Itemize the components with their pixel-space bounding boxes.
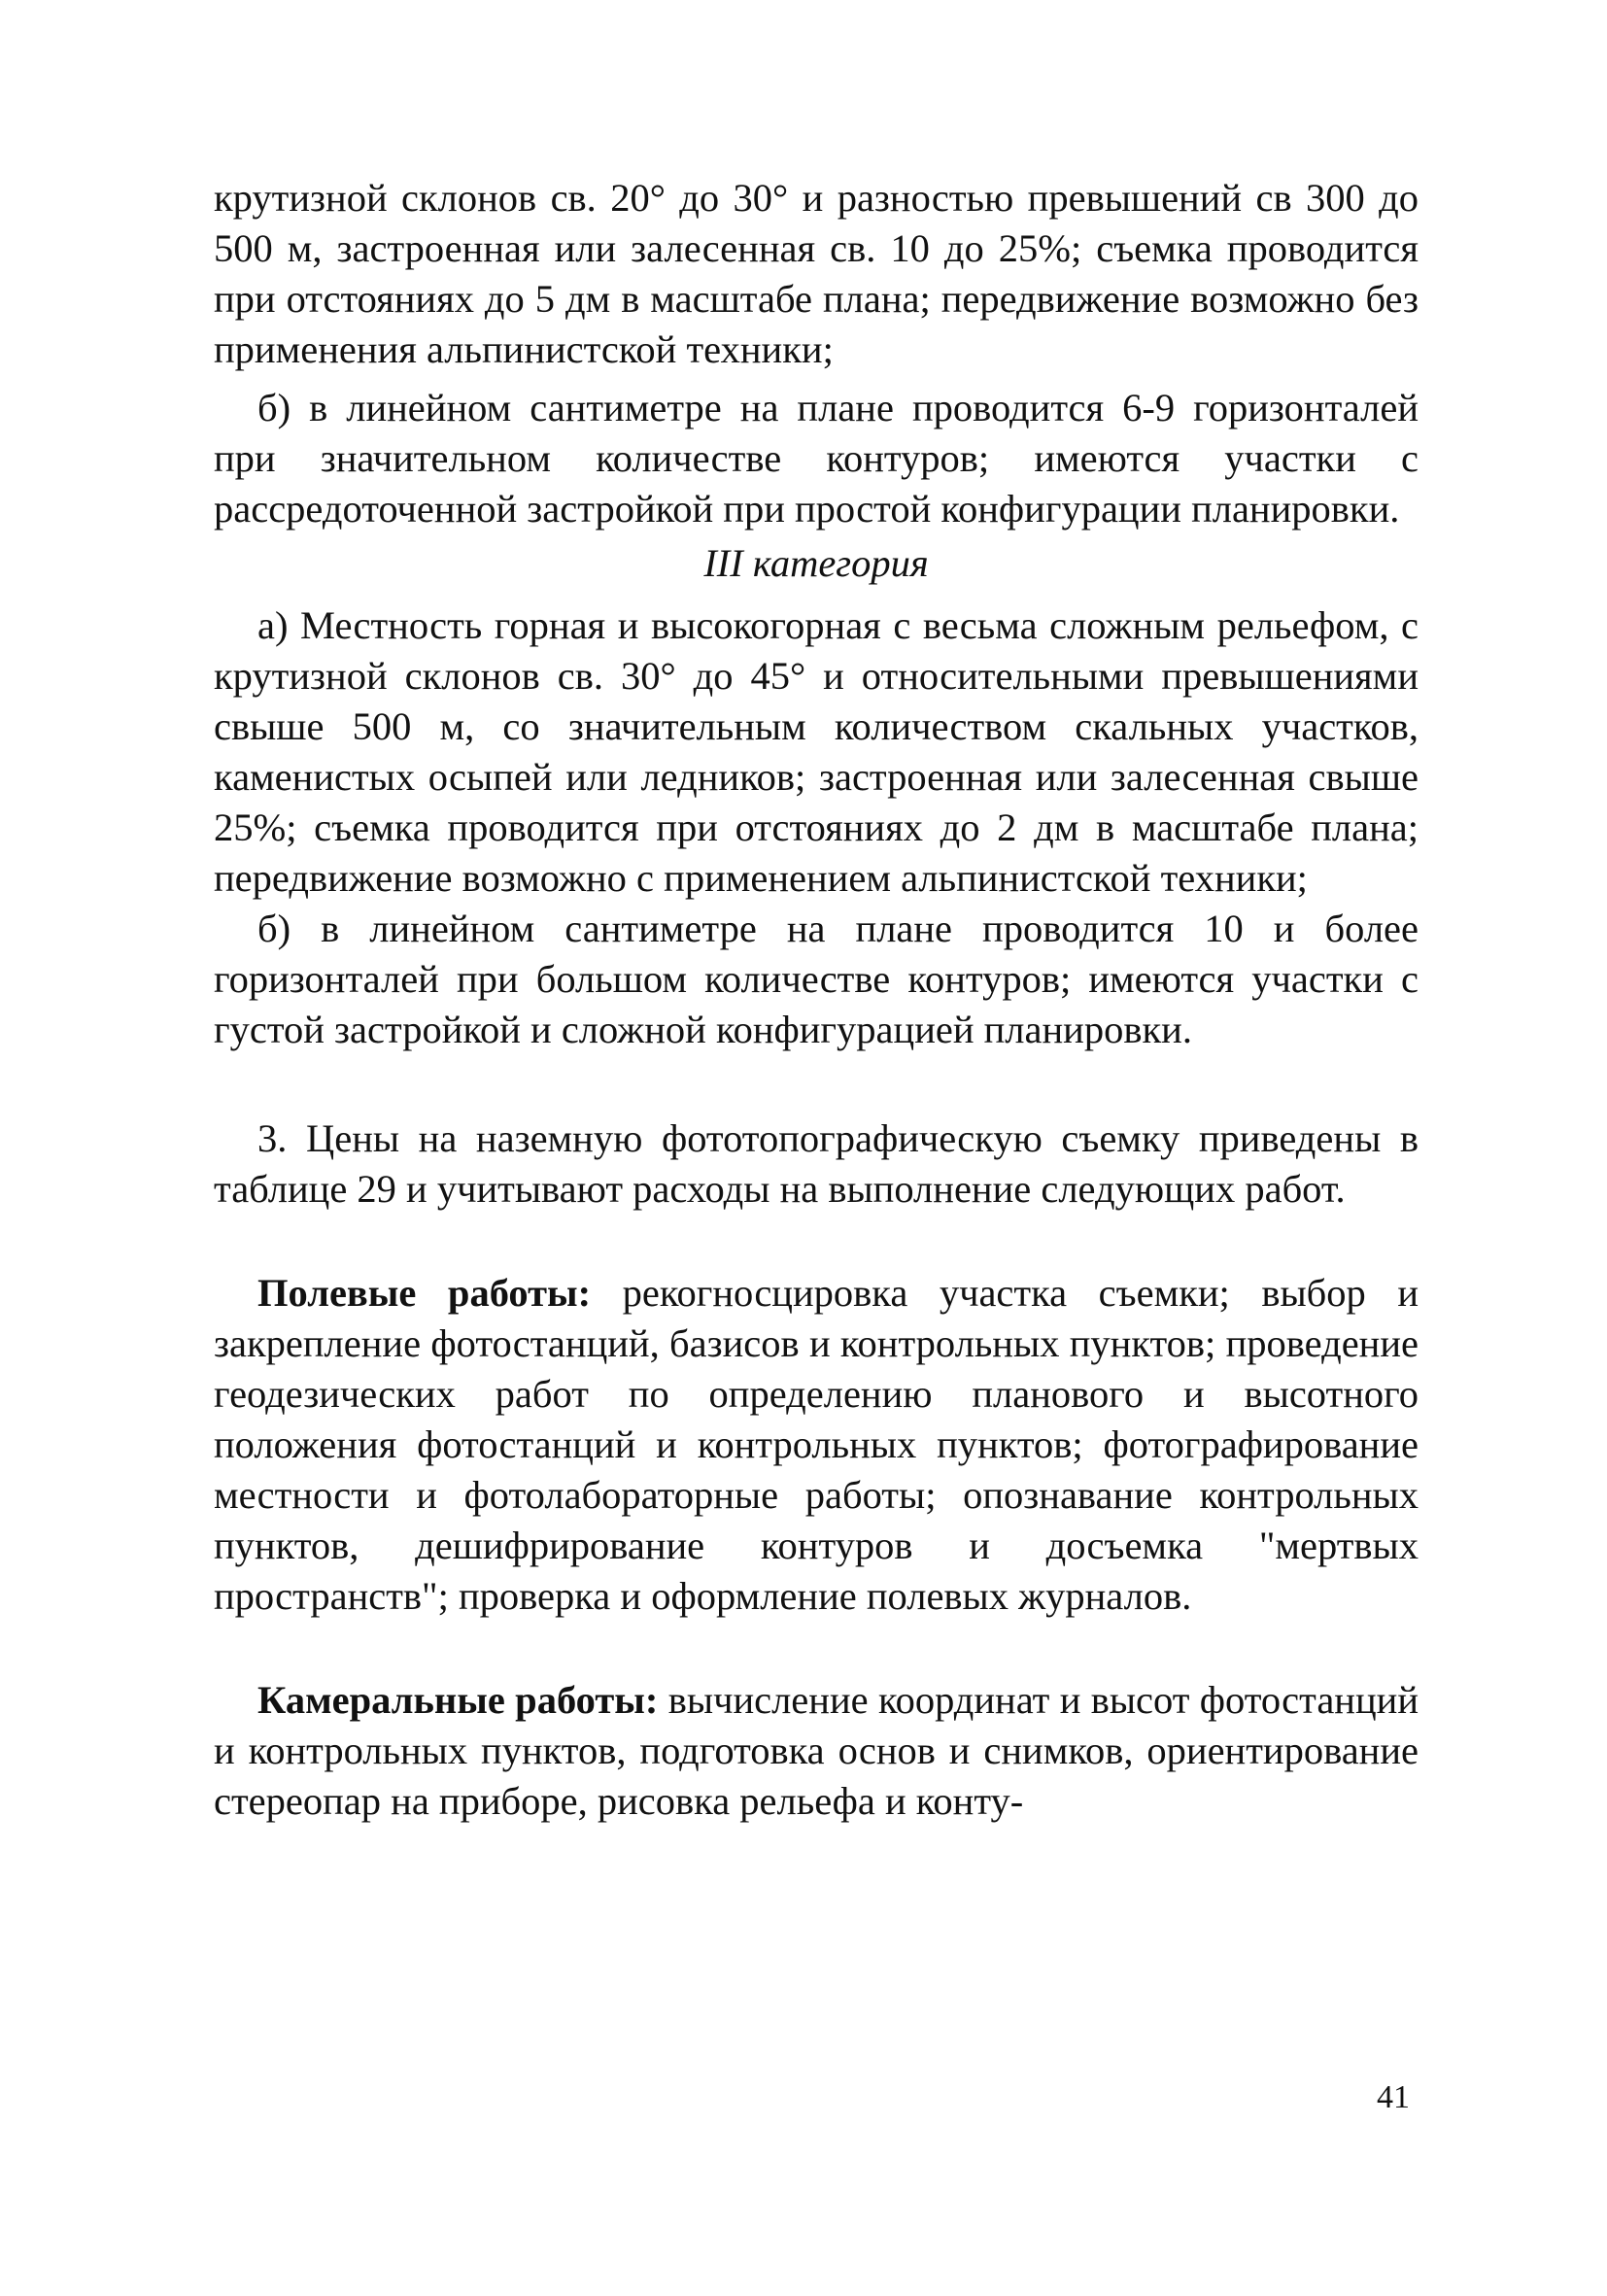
paragraph-field-works xyxy=(214,1268,1419,1622)
field-works-label: Полевые работы: xyxy=(257,1271,592,1315)
page-body xyxy=(214,173,1419,1827)
category-3-heading: III категория xyxy=(703,541,929,585)
paragraph-cat2-a-continued: крутизной склонов св. 20° до 30° и разностью превышений св 300 до 500 м, застроенная или залесенная св. 10 до 25%; съемка проводится при отстояниях до 5 дм в масштабе плана; передвижение возможно без применения альпинистской техники; xyxy=(214,176,1419,371)
paragraph-office-works xyxy=(214,1675,1419,1827)
paragraph-cat3-a: а) Местность горная и высокогорная с весьма сложным рельефом, с крутизной склонов св. 30° до 45° и относительными превышениями свыше 500 м, со значительным количеством скальных участков, каменистых осыпей или ледников; застроенная или залесенная свыше 25%; съемка проводится при отстояниях до 2 дм в масштабе плана; передвижение возможно с применением альпинистской техники; xyxy=(214,603,1419,900)
paragraph-cat2-b: б) в линейном сантиметре на плане проводится 6-9 горизонталей при значительном количестве контуров; имеются участки с рассредоточенной застройкой при простой конфигурации планировки. xyxy=(214,386,1419,531)
paragraph-item-3: 3. Цены на наземную фототопографическую съемку приведены в таблице 29 и учитывают расходы на выполнение следующих работ. xyxy=(214,1116,1419,1211)
office-works-text: вычисление координат и высот фотостанций и контрольных пунктов, подготовка основ и снимков, ориентирование стереопар на приборе, рисовка рельефа и конту- xyxy=(214,1678,1419,1823)
page-number: 41 xyxy=(1377,2079,1410,2115)
paragraph-cat3-b: б) в линейном сантиметре на плане проводится 10 и более горизонталей при большом количестве контуров; имеются участки с густой застройкой и сложной конфигурацией планировки. xyxy=(214,907,1419,1051)
field-works-text: рекогносцировка участка съемки; выбор и закрепление фотостанций, базисов и контрольных пунктов; проведение геодезических работ по определению планового и высотного положения фотостанций и контрольных пунктов; фотографирование местности и фотолабораторные работы; опознавание контрольных пунктов, дешифрирование контуров и досъемка "мертвых пространств"; проверка и оформление полевых журналов. xyxy=(214,1271,1419,1618)
office-works-label: Камеральные работы: xyxy=(257,1678,659,1722)
